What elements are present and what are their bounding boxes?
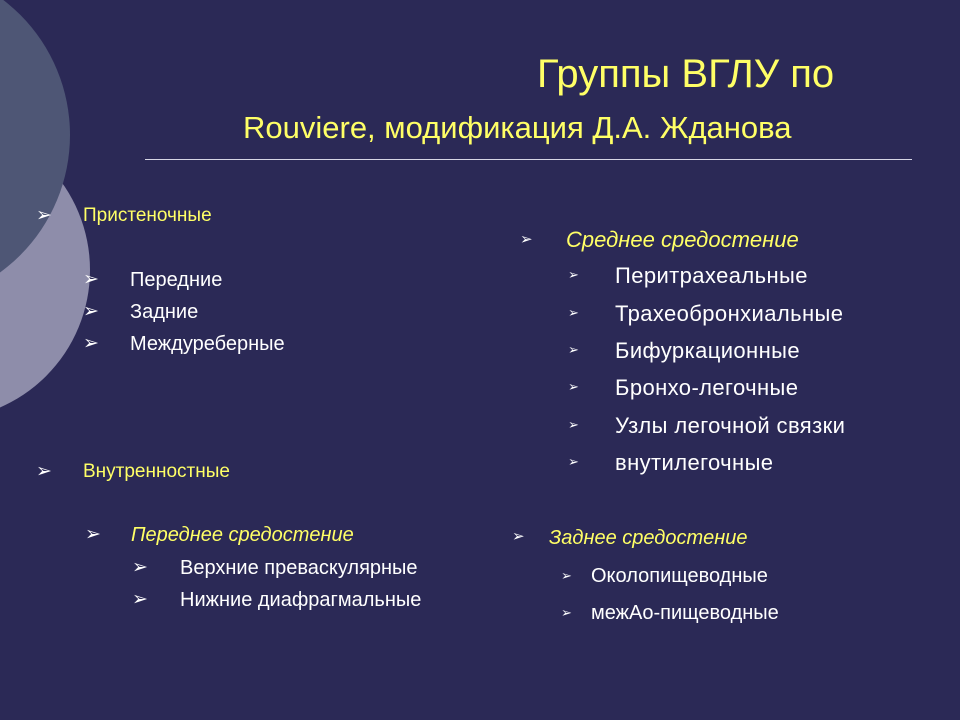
middle-item-label: Трахеобронхиальные [615,301,844,326]
list-item [83,301,199,323]
bullet-arrow-icon: ➢ [83,269,99,290]
parietal-item-label: Передние [130,269,223,291]
posterior-item-label: Околопищеводные [591,565,768,587]
bullet-arrow-icon: ➢ [568,454,580,469]
anterior-mediastinum-label: Переднее средостение [131,524,354,546]
anterior-item-label: Нижние диафрагмальные [180,589,422,611]
middle-item-label: Бифуркационные [615,338,800,363]
slide-subtitle: Rouviere, модификация Д.А. Жданова [243,110,792,145]
list-item [561,565,768,587]
list-item-middle-mediastinum [520,227,799,252]
list-item-parietal [36,205,212,226]
list-item-visceral [36,461,230,482]
list-item [568,338,800,363]
visceral-label: Внутренностные [83,461,230,482]
middle-mediastinum-label: Среднее средостение [566,227,799,252]
middle-item-label: Бронхо-легочные [615,375,799,400]
posterior-item-label: межАо-пищеводные [591,602,779,624]
slide-title: Группы ВГЛУ по [537,52,835,96]
bullet-arrow-icon: ➢ [568,342,580,357]
anterior-item-label: Верхние преваскулярные [180,557,418,579]
list-item-anterior-mediastinum [85,524,354,546]
bullet-arrow-icon: ➢ [568,379,580,394]
list-item [568,263,808,288]
bullet-arrow-icon: ➢ [568,267,580,282]
bullet-arrow-icon: ➢ [36,205,52,226]
bullet-arrow-icon: ➢ [83,333,99,354]
posterior-mediastinum-label: Заднее средостение [549,527,748,549]
bullet-arrow-icon: ➢ [568,305,580,320]
list-item [568,450,774,475]
list-item [568,301,844,326]
list-item [83,333,285,355]
list-item [132,557,418,579]
list-item [132,589,422,611]
middle-item-label: Узлы легочной связки [615,413,846,438]
bullet-arrow-icon: ➢ [132,557,148,578]
middle-item-label: Перитрахеальные [615,263,808,288]
parietal-item-label: Задние [130,301,199,323]
bullet-arrow-icon: ➢ [36,461,52,482]
bullet-arrow-icon: ➢ [512,528,525,545]
list-item-posterior-mediastinum [512,527,748,549]
list-item [83,269,223,291]
bullet-arrow-icon: ➢ [83,301,99,322]
list-item [568,375,799,400]
bullet-arrow-icon: ➢ [520,231,533,248]
list-item [568,413,846,438]
list-item [561,602,779,624]
bullet-arrow-icon: ➢ [561,568,572,583]
bullet-arrow-icon: ➢ [85,524,101,545]
parietal-label: Пристеночные [83,205,212,226]
parietal-item-label: Междуреберные [130,333,285,355]
title-divider [145,159,912,160]
middle-item-label: внутилегочные [615,450,774,475]
bullet-arrow-icon: ➢ [561,605,572,620]
bullet-arrow-icon: ➢ [568,417,580,432]
bullet-arrow-icon: ➢ [132,589,148,610]
